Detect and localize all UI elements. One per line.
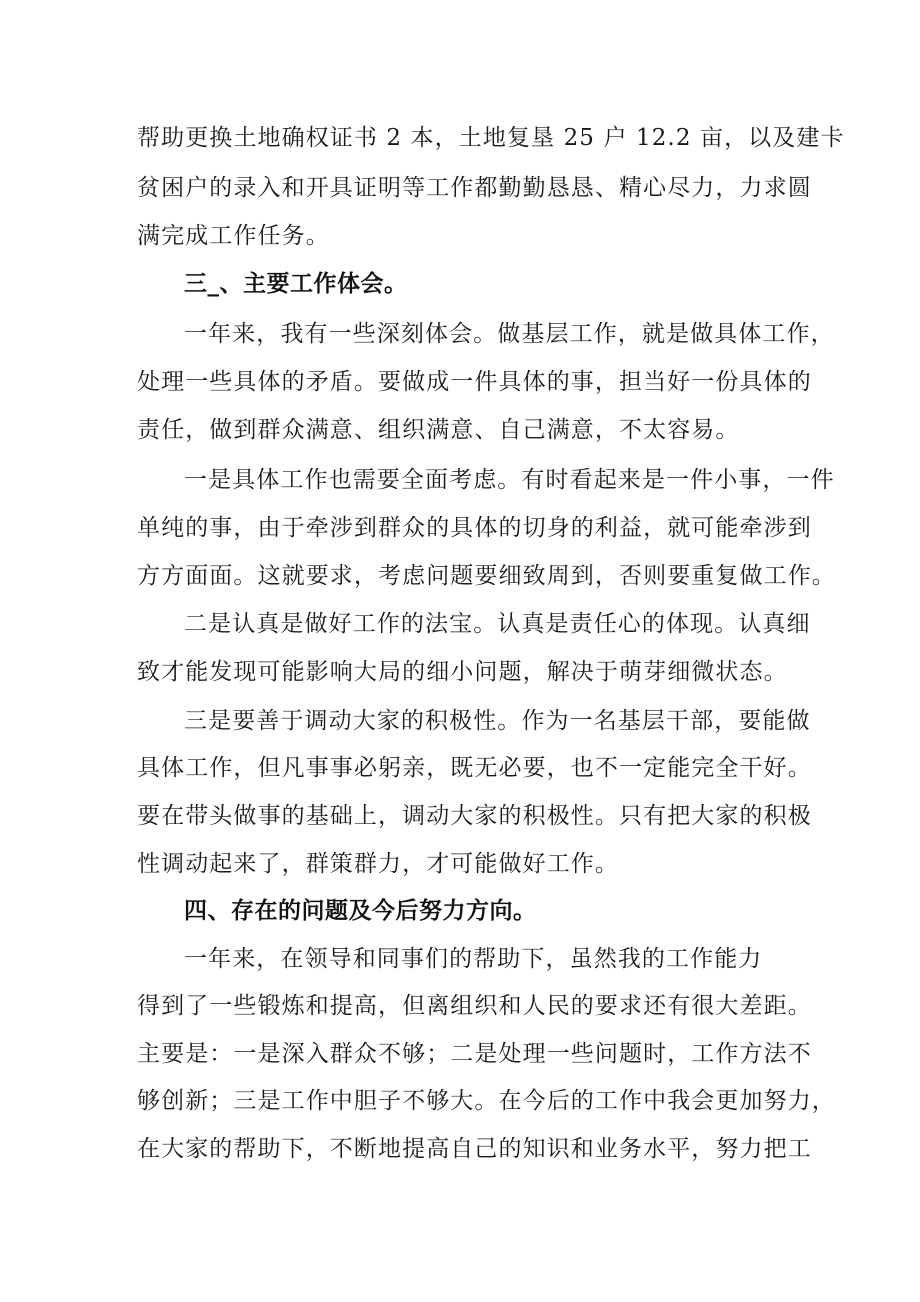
paragraph-5-line-4: 性调动起来了，群策群力，才可能做好工作。 (137, 851, 619, 877)
paragraph-2-line-2: 处理一些具体的矛盾。要做成一件具体的事，担当好一份具体的 (137, 369, 812, 395)
paragraph-5-line-2: 具体工作，但凡事事必躬亲，既无必要，也不一定能完全干好。 (137, 755, 812, 781)
section-heading-4: 四、存在的问题及今后努力方向。 (184, 898, 537, 924)
paragraph-6-line-2: 得到了一些锻炼和提高，但离组织和人民的要求还有很大差距。 (137, 993, 812, 1019)
paragraph-3-line-3: 方方面面。这就要求，考虑问题要细致周到，否则要重复做工作。 (137, 563, 836, 589)
paragraph-3-line-1: 一是具体工作也需要全面考虑。有时看起来是一件小事，一件 (184, 467, 835, 493)
paragraph-4-line-1: 二是认真是做好工作的法宝。认真是责任心的体现。认真细 (184, 611, 811, 637)
paragraph-6-line-1: 一年来，在领导和同事们的帮助下，虽然我的工作能力 (184, 946, 763, 972)
paragraph-4-line-2: 致才能发现可能影响大局的细小问题，解决于萌芽细微状态。 (137, 659, 788, 685)
paragraph-6-line-3: 主要是：一是深入群众不够；二是处理一些问题时，工作方法不 (137, 1041, 812, 1067)
paragraph-1-line-1: 帮助更换土地确权证书 2 本，土地复垦 25 户 12.2 亩，以及建卡 (137, 125, 845, 151)
paragraph-1-line-2: 贫困户的录入和开具证明等工作都勤勤恳恳、精心尽力，力求圆 (137, 175, 812, 201)
paragraph-2-line-3: 责任，做到群众满意、组织满意、自己满意，不太容易。 (137, 417, 740, 443)
paragraph-1-line-3: 满完成工作任务。 (137, 223, 330, 249)
section-heading-3: 三_、主要工作体会。 (184, 271, 408, 297)
paragraph-3-line-2: 单纯的事，由于牵涉到群众的具体的切身的利益，就可能牵涉到 (137, 515, 812, 541)
paragraph-6-line-5: 在大家的帮助下，不断地提高自己的知识和业务水平，努力把工 (137, 1136, 812, 1162)
paragraph-5-line-1: 三是要善于调动大家的积极性。作为一名基层干部，要能做 (184, 708, 811, 734)
paragraph-5-line-3: 要在带头做事的基础上，调动大家的积极性。只有把大家的积极 (137, 803, 812, 829)
paragraph-6-line-4: 够创新；三是工作中胆子不够大。在今后的工作中我会更加努力， (137, 1088, 836, 1114)
paragraph-2-line-1: 一年来，我有一些深刻体会。做基层工作，就是做具体工作， (184, 321, 835, 347)
